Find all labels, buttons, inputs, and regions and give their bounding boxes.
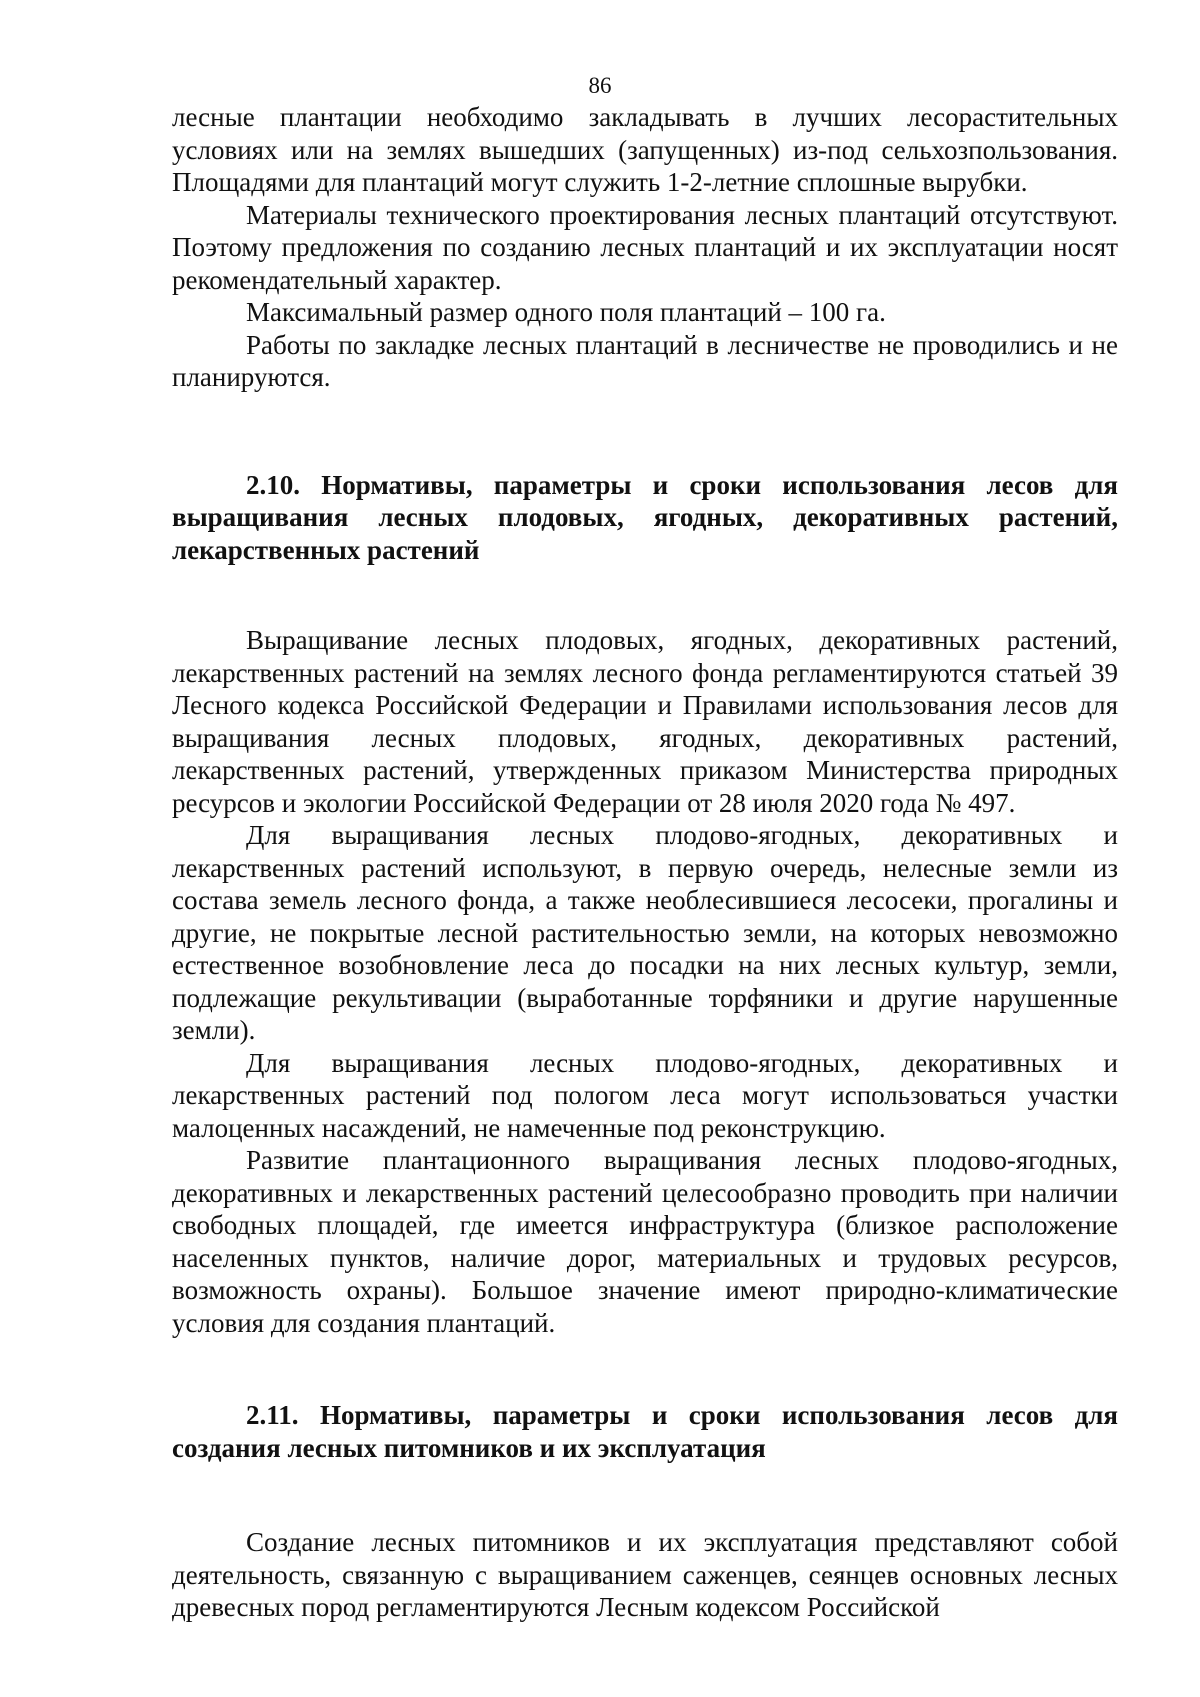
spacer	[172, 1339, 1118, 1399]
paragraph-continuation: лесные плантации необходимо закладывать в лучших лесорастительных условиях или на землях вышедших (запущенных) из-под сельхозпользования. Площадями для плантаций могут служить 1-2-летние сплошные вырубки.	[172, 102, 1118, 197]
paragraph-2-10-canopy: Для выращивания лесных плодово-ягодных, декоративных и лекарственных растений под пологом леса могут использоваться участки малоценных насаждений, не намеченные под реконструкцию.	[172, 1047, 1118, 1143]
section-heading-2-10: 2.10. Нормативы, параметры и сроки использования лесов для выращивания лесных плодовых, ягодных, декоративных растений, лекарственных растений	[172, 469, 1118, 565]
spacer	[172, 566, 1118, 624]
paragraph-planting-works: Работы по закладке лесных плантаций в лесничестве не проводились и не планируются.	[172, 329, 1118, 392]
paragraph-2-10-land-use: Для выращивания лесных плодово-ягодных, декоративных и лекарственных растений используют, в первую очередь, нелесные земли из состава земель лесного фонда, а также необлесившиеся лесосеки, прогалины и другие, не покрытые лесной растительностью земли, на которых невозможно естественное возобновление леса до посадки на них лесных культур, земли, подлежащие рекультивации (выработанные торфяники и другие нарушенные земли).	[172, 820, 1118, 1045]
paragraph-2-10-development: Развитие плантационного выращивания лесных плодово-ягодных, декоративных и лекарственных растений целесообразно проводить при наличии свободных площадей, где имеется инфраструктура (близкое расположение населенных пунктов, наличие дорог, материальных и трудовых ресурсов, возможность охраны). Большое значение имеют природно-климатические условия для создания плантаций.	[172, 1145, 1118, 1338]
paragraph-2-11-nurseries: Создание лесных питомников и их эксплуатация представляют собой деятельность, связанную с выращиванием саженцев, сеянцев основных лесных древесных пород регламентируются Лесным кодексом Российской	[172, 1527, 1118, 1622]
spacer	[172, 394, 1118, 469]
page-content	[172, 101, 1118, 1624]
page-number: 86	[588, 73, 612, 98]
spacer	[172, 1464, 1118, 1526]
paragraph-design-materials: Материалы технического проектирования лесных плантаций отсутствуют. Поэтому предложения по созданию лесных плантаций и их эксплуатации носят рекомендательный характер.	[172, 199, 1118, 295]
section-heading-2-11: 2.11. Нормативы, параметры и сроки использования лесов для создания лесных питомников и их эксплуатация	[172, 1400, 1118, 1463]
paragraph-max-field-size: Максимальный размер одного поля плантаций – 100 га.	[246, 297, 886, 327]
paragraph-2-10-regulation: Выращивание лесных плодовых, ягодных, декоративных растений, лекарственных растений на землях лесного фонда регламентируются статьей 39 Лесного кодекса Российской Федерации и Правилами использования лесов для выращивания лесных плодовых, ягодных, декоративных растений, лекарственных растений, утвержденных приказом Министерства природных ресурсов и экологии Российской Федерации от 28 июля 2020 года № 497.	[172, 625, 1118, 818]
